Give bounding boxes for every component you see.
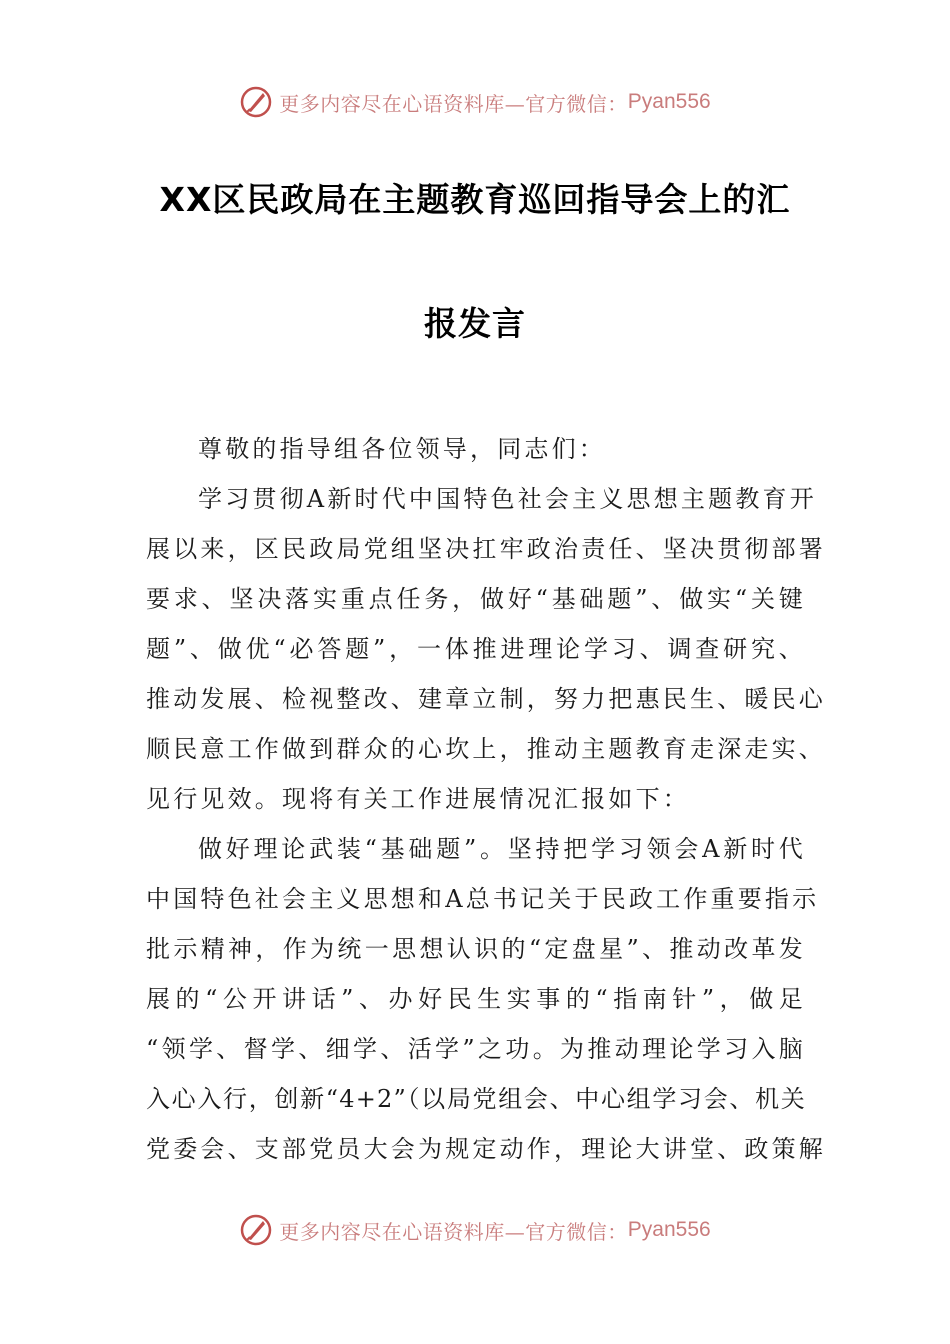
paragraph-line: 展的“公开讲话”、办好民生实事的“指南针”，做足 [146,985,806,1013]
paragraph-line: 学习贯彻A新时代中国特色社会主义思想主题教育开 [198,485,817,513]
paragraph-line: 要求、坚决落实重点任务，做好“基础题”、做实“关键 [146,585,806,613]
watermark-wechat-id: Pyan556 [627,90,711,113]
paragraph-line: 展以来，区民政局党组坚决扛牢政治责任、坚决贯彻部署 [146,535,826,563]
paragraph-line: 推动发展、检视整改、建章立制，努力把惠民生、暖民心 [146,685,826,713]
salutation: 尊敬的指导组各位领导，同志们： [198,435,606,463]
quill-logo-icon [239,1213,273,1247]
document-title-line-2: 报发言 [424,304,526,343]
paragraph-line: 党委会、支部党员大会为规定动作，理论大讲堂、政策解 [146,1135,826,1163]
watermark-text: 更多内容尽在心语资料库—官方微信： [279,1219,628,1244]
paragraph-line: 中国特色社会主义思想和A总书记关于民政工作重要指示 [146,885,820,913]
paragraph-line: 见行见效。现将有关工作进展情况汇报如下： [146,785,690,813]
watermark-wechat-id: Pyan556 [627,1218,711,1241]
paragraph-line: 入心入行，创新“4+2”（以局党组会、中心组学习会、机关 [146,1085,806,1113]
paragraph-line: 顺民意工作做到群众的心坎上，推动主题教育走深走实、 [146,735,826,763]
paragraph-line: 题”、做优“必答题”，一体推进理论学习、调查研究、 [146,635,806,663]
document-body [146,424,826,1174]
paragraph-line: 批示精神，作为统一思想认识的“定盘星”、推动改革发 [146,935,806,963]
watermark-text: 更多内容尽在心语资料库—官方微信： [279,91,628,116]
watermark-footer [0,1210,950,1250]
watermark-header [0,82,950,122]
paragraph-line: “领学、督学、细学、活学”之功。为推动理论学习入脑 [146,1035,806,1063]
quill-logo-icon [239,85,273,119]
paragraph-line: 做好理论武装“基础题”。坚持把学习领会A新时代 [198,835,806,863]
document-title-line-1: XX区民政局在主题教育巡回指导会上的汇 [159,180,791,219]
